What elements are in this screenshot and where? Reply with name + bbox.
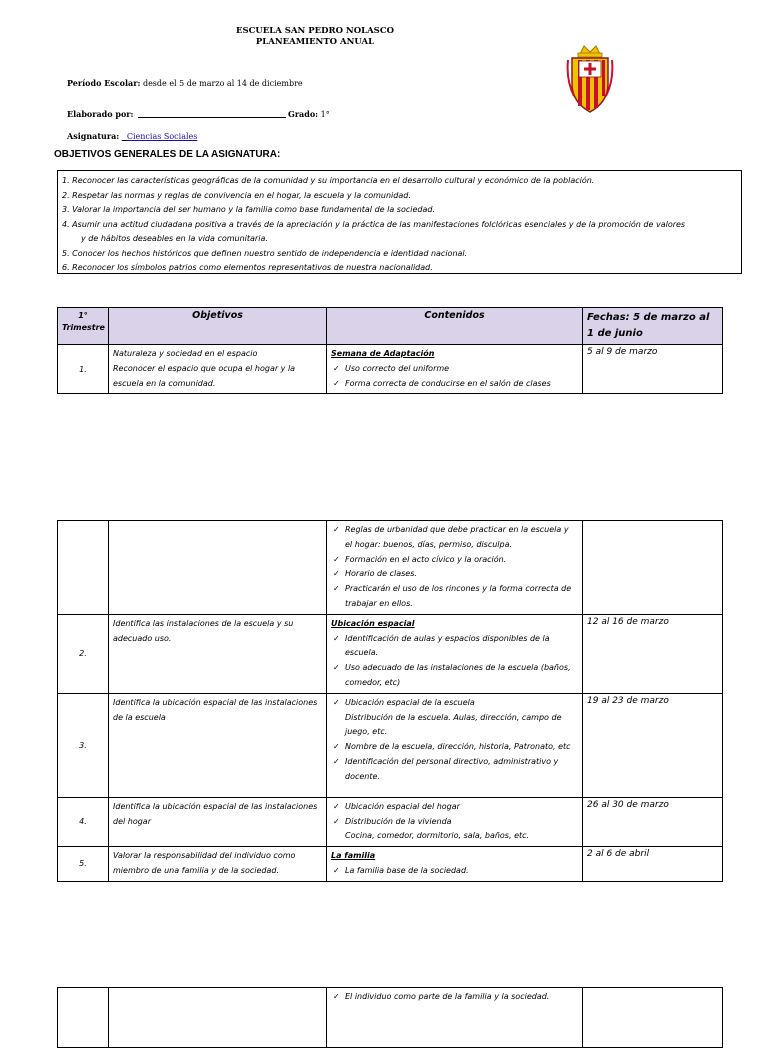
row-objective: Identifica la ubicación espacial de las instalaciones de la escuela xyxy=(109,693,327,797)
grado-label: Grado: xyxy=(288,109,319,119)
row-date xyxy=(583,988,723,1048)
grado xyxy=(288,109,330,119)
plan-table-part-3 xyxy=(57,987,723,1048)
objective-item: 5. Conocer los hechos históricos que definen nuestro sentido de independencia e identidad nacional. xyxy=(62,248,468,258)
row-objective xyxy=(109,988,327,1048)
objectives-box xyxy=(57,170,742,274)
periodo-escolar xyxy=(67,78,303,88)
table-row xyxy=(58,988,723,1048)
objective-item: 2. Respetar las normas y reglas de convivencia en el hogar, la escuela y la comunidad. xyxy=(62,190,411,200)
table-row xyxy=(58,345,723,394)
row-objective: Identifica las instalaciones de la escuela y su adecuado uso. xyxy=(109,614,327,693)
row-objective: Naturaleza y sociedad en el espacio Reconocer el espacio que ocupa el hogar y la escuela en la comunidad. xyxy=(109,345,327,394)
asignatura-label: Asignatura: xyxy=(67,131,120,141)
row-number: 4. xyxy=(58,797,109,846)
objective-item: 1. Reconocer las características geográficas de la comunidad y su importancia en el desarrollo cultural y económico de la población. xyxy=(62,176,595,185)
row-objective: Identifica la ubicación espacial de las instalaciones del hogar xyxy=(109,797,327,846)
table-row xyxy=(58,797,723,846)
table-header-row xyxy=(58,308,723,345)
row-date: 2 al 6 de abril xyxy=(583,847,723,882)
row-date: 19 al 23 de marzo xyxy=(583,693,723,797)
row-date: 12 al 16 de marzo xyxy=(583,614,723,693)
school-name: ESCUELA SAN PEDRO NOLASCO xyxy=(236,26,394,36)
table-row xyxy=(58,847,723,882)
row-number: 1. xyxy=(58,345,109,394)
row-content: La familia ✓ La familia base de la sociedad. xyxy=(327,847,583,882)
row-number: 2. xyxy=(58,614,109,693)
objectives-title: OBJETIVOS GENERALES DE LA ASIGNATURA: xyxy=(54,149,281,160)
plan-table-part-1 xyxy=(57,307,723,394)
table-row xyxy=(58,614,723,693)
row-number xyxy=(58,521,109,615)
row-number: 5. xyxy=(58,847,109,882)
elaborado-label: Elaborado por: xyxy=(67,109,134,119)
row-number xyxy=(58,988,109,1048)
elaborado-blank xyxy=(138,117,286,118)
row-date xyxy=(583,521,723,615)
row-content: Semana de Adaptación ✓ Uso correcto del uniforme ✓ Forma correcta de conducirse en el salón de clases xyxy=(327,345,583,394)
header-objetivos: Objetivos xyxy=(109,308,327,345)
objective-item-continuation: y de hábitos deseables en la vida comunitaria. xyxy=(81,234,268,243)
table-row xyxy=(58,521,723,615)
grado-value: 1° xyxy=(320,110,330,119)
plan-table-part-2 xyxy=(57,520,723,882)
school-crest-icon xyxy=(566,44,614,116)
periodo-label: Período Escolar: xyxy=(67,78,141,88)
row-date: 5 al 9 de marzo xyxy=(583,345,723,394)
row-content: ✓ El individuo como parte de la familia y la sociedad. xyxy=(327,988,583,1048)
header-trimestre: 1° Trimestre xyxy=(58,308,109,345)
row-content: Ubicación espacial ✓ Identificación de aulas y espacios disponibles de la escuela. ✓ Uso adecuado de las instalaciones de la escuela (baños, comedor, etc) xyxy=(327,614,583,693)
header-fechas: Fechas: 5 de marzo al 1 de junio xyxy=(583,308,723,345)
asignatura-link[interactable]: Ciencias Sociales xyxy=(126,132,198,141)
row-objective: Valorar la responsabilidad del individuo como miembro de una familia y de la sociedad. xyxy=(109,847,327,882)
objective-item: 3. Valorar la importancia del ser humano y la familia como base fundamental de la sociedad. xyxy=(62,205,435,214)
elaborado-por xyxy=(67,109,286,119)
periodo-value: desde el 5 de marzo al 14 de diciembre xyxy=(142,79,303,88)
asignatura xyxy=(67,131,197,141)
objective-item: 6. Reconocer los símbolos patrios como elementos representativos de nuestra nacionalidad. xyxy=(62,263,433,272)
header-contenidos: Contenidos xyxy=(327,308,583,345)
row-number: 3. xyxy=(58,693,109,797)
document-title: PLANEAMIENTO ANUAL xyxy=(255,37,375,47)
row-content: ✓ Ubicación espacial del hogar ✓ Distribución de la vivienda Cocina, comedor, dormitorio, sala, baños, etc. xyxy=(327,797,583,846)
row-date: 26 al 30 de marzo xyxy=(583,797,723,846)
school-header xyxy=(0,26,630,48)
table-row xyxy=(58,693,723,797)
objective-item: 4. Asumir una actitud ciudadana positiva a través de la apreciación y la práctica de las manifestaciones folclóricas esenciales y de la promoción de valores xyxy=(62,219,686,229)
row-content: ✓ Ubicación espacial de la escuela Distribución de la escuela. Aulas, dirección, campo de juego, etc. ✓ Nombre de la escuela, dirección, historia, Patronato, etc ✓ Identificación del personal directivo, administrativo y docente. xyxy=(327,693,583,797)
row-objective xyxy=(109,521,327,615)
row-content: ✓ Reglas de urbanidad que debe practicar en la escuela y el hogar: buenos, días, permiso, disculpa. ✓ Formación en el acto cívico y la oración. ✓ Horario de clases. ✓ Practicarán el uso de los rincones y la forma correcta de trabajar en ellos. xyxy=(327,521,583,615)
